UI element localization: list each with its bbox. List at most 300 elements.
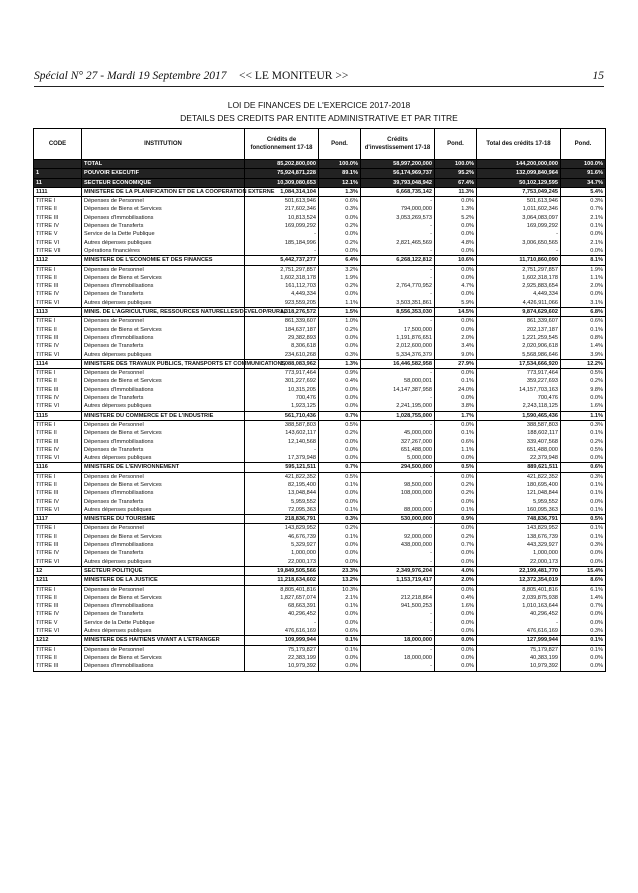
- row-code: TITRE III: [34, 662, 82, 671]
- table-row: [34, 386, 606, 394]
- row-code: TITRE VI: [34, 402, 82, 411]
- page-header: [34, 70, 604, 86]
- row-name: POUVOIR EXECUTIF: [82, 169, 245, 178]
- row-pond-1: 0.2%: [319, 282, 361, 290]
- row-pond-3: 0.3%: [561, 472, 606, 481]
- row-pond-2: 0.0%: [435, 472, 477, 481]
- row-investissement: 2,821,465,569: [361, 239, 435, 247]
- row-pond-2: 0.9%: [435, 515, 477, 524]
- col-institution: INSTITUTION: [82, 129, 245, 160]
- table-row: [34, 317, 606, 326]
- row-fonctionnement: 700,476: [245, 394, 319, 402]
- row-pond-3: 15.4%: [561, 566, 606, 575]
- row-fonctionnement: 8,805,401,816: [245, 585, 319, 594]
- row-name: Service de la Dette Publique: [82, 230, 245, 238]
- row-fonctionnement: 421,822,352: [245, 472, 319, 481]
- table-row: [34, 326, 606, 334]
- row-investissement: 98,500,000: [361, 481, 435, 489]
- row-investissement: 2,349,976,204: [361, 566, 435, 575]
- row-code: TITRE II: [34, 377, 82, 385]
- row-fonctionnement: -: [245, 247, 319, 256]
- row-pond-1: 12.1%: [319, 178, 361, 187]
- row-pond-2: 0.2%: [435, 489, 477, 497]
- row-pond-2: 0.0%: [435, 394, 477, 402]
- table-row: [34, 549, 606, 557]
- row-fonctionnement: 1,084,314,104: [245, 187, 319, 196]
- row-pond-1: 0.0%: [319, 654, 361, 662]
- row-fonctionnement: -: [245, 619, 319, 627]
- row-pond-1: 0.4%: [319, 377, 361, 385]
- row-code: 12: [34, 566, 82, 575]
- row-pond-2: 0.1%: [435, 429, 477, 437]
- row-code: TITRE IV: [34, 342, 82, 350]
- row-name: Dépenses d'Immobilisations: [82, 214, 245, 222]
- row-pond-1: 0.5%: [319, 420, 361, 429]
- row-total: 50,102,129,595: [477, 178, 561, 187]
- row-name: Dépenses de Biens et Services: [82, 594, 245, 602]
- row-pond-1: 100.0%: [319, 160, 361, 169]
- row-investissement: 16,446,582,958: [361, 359, 435, 368]
- row-pond-3: 8.1%: [561, 256, 606, 265]
- row-code: 1116: [34, 463, 82, 472]
- row-pond-1: 0.0%: [319, 619, 361, 627]
- row-code: TITRE II: [34, 533, 82, 541]
- row-pond-1: 0.0%: [319, 342, 361, 350]
- row-pond-3: 0.7%: [561, 205, 606, 213]
- row-name: Dépenses de Transferts: [82, 498, 245, 506]
- row-total: 2,751,297,857: [477, 265, 561, 274]
- row-name: Dépenses de Personnel: [82, 585, 245, 594]
- table-row: [34, 481, 606, 489]
- row-investissement: -: [361, 558, 435, 567]
- row-investissement: 14,147,387,958: [361, 386, 435, 394]
- row-total: 75,179,827: [477, 645, 561, 654]
- row-investissement: 6,268,122,812: [361, 256, 435, 265]
- row-fonctionnement: 85,202,800,000: [245, 160, 319, 169]
- row-pond-2: 0.0%: [435, 222, 477, 230]
- row-code: TITRE V: [34, 230, 82, 238]
- row-pond-3: 0.2%: [561, 438, 606, 446]
- row-name: Dépenses d'Immobilisations: [82, 334, 245, 342]
- row-code: TITRE VI: [34, 558, 82, 567]
- row-name: MINISTERE DU TOURISME: [82, 515, 245, 524]
- row-total: -: [477, 230, 561, 238]
- row-investissement: 58,997,200,000: [361, 160, 435, 169]
- table-row: [34, 420, 606, 429]
- table-row: [34, 619, 606, 627]
- row-total: 121,048,844: [477, 489, 561, 497]
- row-total: 1,602,318,178: [477, 274, 561, 282]
- row-fonctionnement: 161,112,703: [245, 282, 319, 290]
- row-total: 2,039,875,938: [477, 594, 561, 602]
- row-pond-1: 1.5%: [319, 308, 361, 317]
- row-fonctionnement: 1,000,000: [245, 549, 319, 557]
- row-pond-3: 2.1%: [561, 239, 606, 247]
- row-code: TITRE VII: [34, 247, 82, 256]
- row-code: 1: [34, 169, 82, 178]
- row-name: Dépenses d'Immobilisations: [82, 602, 245, 610]
- table-row: [34, 610, 606, 618]
- row-pond-2: 0.7%: [435, 541, 477, 549]
- table-row: [34, 506, 606, 515]
- row-code: TITRE VI: [34, 299, 82, 308]
- row-total: 202,137,187: [477, 326, 561, 334]
- table-row: [34, 566, 606, 575]
- row-total: 11,710,860,090: [477, 256, 561, 265]
- row-pond-2: 95.2%: [435, 169, 477, 178]
- row-investissement: -: [361, 662, 435, 671]
- row-fonctionnement: 476,616,169: [245, 627, 319, 636]
- row-pond-2: 100.0%: [435, 160, 477, 169]
- row-pond-2: 2.0%: [435, 576, 477, 585]
- issue-info: Spécial N° 27 - Mardi 19 Septembre 2017: [34, 70, 227, 82]
- table-row: [34, 274, 606, 282]
- row-code: TITRE II: [34, 429, 82, 437]
- row-pond-3: 0.1%: [561, 489, 606, 497]
- row-pond-2: 2.0%: [435, 334, 477, 342]
- row-fonctionnement: 595,121,511: [245, 463, 319, 472]
- row-name: TOTAL: [82, 160, 245, 169]
- row-total: 501,613,946: [477, 197, 561, 206]
- row-name: Dépenses de Transferts: [82, 549, 245, 557]
- table-row: [34, 178, 606, 187]
- row-investissement: -: [361, 265, 435, 274]
- row-fonctionnement: 17,379,948: [245, 454, 319, 463]
- table-row: [34, 576, 606, 585]
- table-row: [34, 369, 606, 378]
- row-name: Dépenses de Biens et Services: [82, 429, 245, 437]
- row-name: Autres dépenses publiques: [82, 402, 245, 411]
- row-total: 1,011,602,346: [477, 205, 561, 213]
- row-pond-2: 0.6%: [435, 438, 477, 446]
- row-pond-2: 0.0%: [435, 610, 477, 618]
- row-pond-2: 5.2%: [435, 214, 477, 222]
- row-pond-2: 0.1%: [435, 377, 477, 385]
- table-row: [34, 463, 606, 472]
- row-fonctionnement: 5,442,737,277: [245, 256, 319, 265]
- row-pond-2: 0.0%: [435, 197, 477, 206]
- row-code: TITRE VI: [34, 239, 82, 247]
- row-name: Dépenses de Personnel: [82, 197, 245, 206]
- row-pond-1: 0.0%: [319, 402, 361, 411]
- row-pond-2: 67.4%: [435, 178, 477, 187]
- row-pond-3: 0.3%: [561, 420, 606, 429]
- row-code: 1114: [34, 359, 82, 368]
- row-total: 1,010,163,644: [477, 602, 561, 610]
- document-title: LOI DE FINANCES DE L'EXERCICE 2017-2018: [227, 100, 411, 110]
- table-row: [34, 282, 606, 290]
- row-name: Autres dépenses publiques: [82, 351, 245, 360]
- row-investissement: 108,000,000: [361, 489, 435, 497]
- row-name: SECTEUR POLITIQUE: [82, 566, 245, 575]
- row-total: 359,227,693: [477, 377, 561, 385]
- row-fonctionnement: 169,099,292: [245, 222, 319, 230]
- row-total: -: [477, 247, 561, 256]
- row-fonctionnement: 143,829,952: [245, 524, 319, 533]
- row-fonctionnement: 2,751,297,857: [245, 265, 319, 274]
- row-pond-3: 0.6%: [561, 317, 606, 326]
- row-pond-1: 0.0%: [319, 498, 361, 506]
- row-investissement: -: [361, 524, 435, 533]
- row-pond-3: 1.6%: [561, 402, 606, 411]
- table-row: [34, 446, 606, 454]
- row-investissement: 5,000,000: [361, 454, 435, 463]
- row-code: TITRE I: [34, 197, 82, 206]
- row-fonctionnement: 22,383,199: [245, 654, 319, 662]
- row-fonctionnement: 75,179,827: [245, 645, 319, 654]
- row-fonctionnement: 82,195,400: [245, 481, 319, 489]
- row-pond-2: 3.8%: [435, 402, 477, 411]
- row-investissement: -: [361, 369, 435, 378]
- row-code: 1112: [34, 256, 82, 265]
- row-fonctionnement: 185,184,996: [245, 239, 319, 247]
- row-investissement: -: [361, 230, 435, 238]
- row-pond-3: 0.6%: [561, 463, 606, 472]
- row-pond-3: 0.7%: [561, 602, 606, 610]
- table-row: [34, 160, 606, 169]
- row-total: 132,099,840,964: [477, 169, 561, 178]
- row-investissement: 294,500,000: [361, 463, 435, 472]
- table-row: [34, 290, 606, 298]
- row-investissement: 794,000,000: [361, 205, 435, 213]
- row-fonctionnement: 1,923,125: [245, 402, 319, 411]
- row-total: 40,383,199: [477, 654, 561, 662]
- row-name: Dépenses de Personnel: [82, 420, 245, 429]
- row-fonctionnement: 10,309,080,653: [245, 178, 319, 187]
- table-body: [34, 160, 606, 672]
- row-name: Dépenses de Biens et Services: [82, 205, 245, 213]
- row-total: 8,805,401,816: [477, 585, 561, 594]
- row-fonctionnement: 218,836,791: [245, 515, 319, 524]
- row-name: Autres dépenses publiques: [82, 558, 245, 567]
- page-number: 15: [592, 70, 604, 82]
- row-investissement: 6,668,735,142: [361, 187, 435, 196]
- row-code: TITRE I: [34, 524, 82, 533]
- row-code: TITRE VI: [34, 454, 82, 463]
- row-total: 421,822,352: [477, 472, 561, 481]
- table-row: [34, 197, 606, 206]
- table-row: [34, 594, 606, 602]
- row-total: 188,602,117: [477, 429, 561, 437]
- row-pond-1: 0.2%: [319, 429, 361, 437]
- row-pond-2: 0.0%: [435, 549, 477, 557]
- table-row: [34, 230, 606, 238]
- table-row: [34, 636, 606, 645]
- row-total: 1,000,000: [477, 549, 561, 557]
- table-row: [34, 585, 606, 594]
- row-code: TITRE II: [34, 274, 82, 282]
- row-pond-2: 0.0%: [435, 636, 477, 645]
- row-pond-3: 9.8%: [561, 386, 606, 394]
- row-fonctionnement: 1,602,318,178: [245, 274, 319, 282]
- row-total: 476,616,169: [477, 627, 561, 636]
- table-row: [34, 489, 606, 497]
- row-pond-2: 0.0%: [435, 454, 477, 463]
- row-fonctionnement: -: [245, 230, 319, 238]
- table-row: [34, 377, 606, 385]
- header-rule: [34, 86, 604, 87]
- row-fonctionnement: 773,917,464: [245, 369, 319, 378]
- row-pond-1: 0.1%: [319, 636, 361, 645]
- row-investissement: 530,000,000: [361, 515, 435, 524]
- row-code: TITRE IV: [34, 610, 82, 618]
- row-investissement: 17,500,000: [361, 326, 435, 334]
- row-pond-1: 0.1%: [319, 506, 361, 515]
- row-total: 2,925,883,654: [477, 282, 561, 290]
- row-code: TITRE IV: [34, 222, 82, 230]
- row-pond-1: 1.1%: [319, 299, 361, 308]
- row-code: 1111: [34, 187, 82, 196]
- row-pond-3: 2.0%: [561, 282, 606, 290]
- budget-table: [33, 128, 606, 672]
- row-name: Dépenses de Transferts: [82, 394, 245, 402]
- table-row: [34, 169, 606, 178]
- table-row: [34, 342, 606, 350]
- row-fonctionnement: 40,296,452: [245, 610, 319, 618]
- row-name: MINISTERE DU COMMERCE ET DE L'INDUSTRIE: [82, 411, 245, 420]
- row-pond-2: 0.0%: [435, 420, 477, 429]
- row-pond-2: 0.4%: [435, 594, 477, 602]
- col-investissement: Crédits d'investissement 17-18: [361, 129, 435, 160]
- row-investissement: -: [361, 420, 435, 429]
- row-total: 22,000,173: [477, 558, 561, 567]
- row-total: 861,339,607: [477, 317, 561, 326]
- row-pond-1: 89.1%: [319, 169, 361, 178]
- row-total: 1,590,465,436: [477, 411, 561, 420]
- table-row: [34, 334, 606, 342]
- row-pond-1: 0.1%: [319, 533, 361, 541]
- row-pond-1: 0.0%: [319, 454, 361, 463]
- row-pond-1: 0.0%: [319, 489, 361, 497]
- table-row: [34, 214, 606, 222]
- row-fonctionnement: 29,382,893: [245, 334, 319, 342]
- row-investissement: 2,764,770,952: [361, 282, 435, 290]
- col-fonctionnement: Crédits de fonctionnement 17-18: [245, 129, 319, 160]
- row-total: 339,407,568: [477, 438, 561, 446]
- row-pond-2: 0.1%: [435, 506, 477, 515]
- row-name: Autres dépenses publiques: [82, 506, 245, 515]
- row-code: TITRE IV: [34, 394, 82, 402]
- row-pond-3: 8.6%: [561, 576, 606, 585]
- row-fonctionnement: 561,710,436: [245, 411, 319, 420]
- row-fonctionnement: 923,559,205: [245, 299, 319, 308]
- row-investissement: -: [361, 317, 435, 326]
- row-code: TITRE III: [34, 282, 82, 290]
- row-pond-1: 0.7%: [319, 411, 361, 420]
- row-name: MINISTERE DE LA JUSTICE: [82, 576, 245, 585]
- table-row: [34, 654, 606, 662]
- row-pond-1: 0.6%: [319, 197, 361, 206]
- row-pond-3: 0.0%: [561, 654, 606, 662]
- row-name: Dépenses de Transferts: [82, 446, 245, 454]
- row-name: MINISTERE DES HAITIENS VIVANT A L'ETRANGER: [82, 636, 245, 645]
- table-row: [34, 472, 606, 481]
- row-name: Dépenses de Personnel: [82, 369, 245, 378]
- row-pond-1: 0.3%: [319, 205, 361, 213]
- row-name: Dépenses de Transferts: [82, 290, 245, 298]
- row-pond-1: 0.5%: [319, 472, 361, 481]
- row-total: 443,329,927: [477, 541, 561, 549]
- row-investissement: 39,793,048,942: [361, 178, 435, 187]
- table-row: [34, 429, 606, 437]
- row-code: TITRE IV: [34, 549, 82, 557]
- row-pond-2: 1.6%: [435, 602, 477, 610]
- col-pond-3: Pond.: [561, 129, 606, 160]
- row-pond-2: 4.0%: [435, 566, 477, 575]
- row-total: 180,695,400: [477, 481, 561, 489]
- row-fonctionnement: 72,095,363: [245, 506, 319, 515]
- row-pond-3: 1.4%: [561, 342, 606, 350]
- row-pond-1: 0.3%: [319, 515, 361, 524]
- table-row: [34, 438, 606, 446]
- row-total: 5,959,552: [477, 498, 561, 506]
- row-fonctionnement: 1,318,276,572: [245, 308, 319, 317]
- row-code: TITRE I: [34, 585, 82, 594]
- row-name: MINISTERE DE LA PLANIFICATION ET DE LA COOPERATION EXTERNE: [82, 187, 245, 196]
- row-pond-2: 1.7%: [435, 411, 477, 420]
- row-name: Dépenses d'Immobilisations: [82, 282, 245, 290]
- row-code: TITRE I: [34, 420, 82, 429]
- row-investissement: -: [361, 222, 435, 230]
- row-total: 17,534,666,920: [477, 359, 561, 368]
- row-pond-2: 0.0%: [435, 274, 477, 282]
- row-pond-3: 0.0%: [561, 230, 606, 238]
- row-pond-3: 1.9%: [561, 265, 606, 274]
- row-pond-2: 0.2%: [435, 533, 477, 541]
- row-code: TITRE II: [34, 594, 82, 602]
- row-code: TITRE VI: [34, 627, 82, 636]
- row-name: SECTEUR ECONOMIQUE: [82, 178, 245, 187]
- row-pond-1: 0.0%: [319, 610, 361, 618]
- row-pond-2: 0.0%: [435, 230, 477, 238]
- row-pond-1: 13.2%: [319, 576, 361, 585]
- row-pond-3: 5.4%: [561, 187, 606, 196]
- row-name: MINIS. DE L'AGRICULTURE, RESSOURCES NATURELLES/DEVELOP/RURAL: [82, 308, 245, 317]
- row-pond-1: 0.1%: [319, 481, 361, 489]
- row-pond-3: 0.1%: [561, 524, 606, 533]
- table-row: [34, 402, 606, 411]
- row-pond-3: 0.2%: [561, 377, 606, 385]
- row-pond-2: 0.0%: [435, 317, 477, 326]
- col-total: Total des crédits 17-18: [477, 129, 561, 160]
- row-pond-3: 0.0%: [561, 549, 606, 557]
- row-fonctionnement: 301,227,692: [245, 377, 319, 385]
- row-pond-2: 0.0%: [435, 369, 477, 378]
- row-fonctionnement: 217,602,346: [245, 205, 319, 213]
- row-pond-2: 0.2%: [435, 481, 477, 489]
- row-pond-3: 0.1%: [561, 645, 606, 654]
- row-total: 4,449,334: [477, 290, 561, 298]
- row-name: Dépenses de Personnel: [82, 472, 245, 481]
- row-code: 1115: [34, 411, 82, 420]
- row-total: 22,379,948: [477, 454, 561, 463]
- row-total: 889,621,511: [477, 463, 561, 472]
- row-investissement: -: [361, 627, 435, 636]
- row-investissement: -: [361, 290, 435, 298]
- row-total: 10,979,392: [477, 662, 561, 671]
- row-name: Autres dépenses publiques: [82, 299, 245, 308]
- row-fonctionnement: 1,088,083,962: [245, 359, 319, 368]
- row-total: 1,221,259,545: [477, 334, 561, 342]
- row-code: TITRE IV: [34, 290, 82, 298]
- row-code: TITRE I: [34, 265, 82, 274]
- row-code: TITRE III: [34, 489, 82, 497]
- row-pond-2: 10.6%: [435, 256, 477, 265]
- row-total: 651,488,000: [477, 446, 561, 454]
- row-code: TITRE I: [34, 472, 82, 481]
- row-code: TITRE I: [34, 369, 82, 378]
- row-total: 22,199,481,770: [477, 566, 561, 575]
